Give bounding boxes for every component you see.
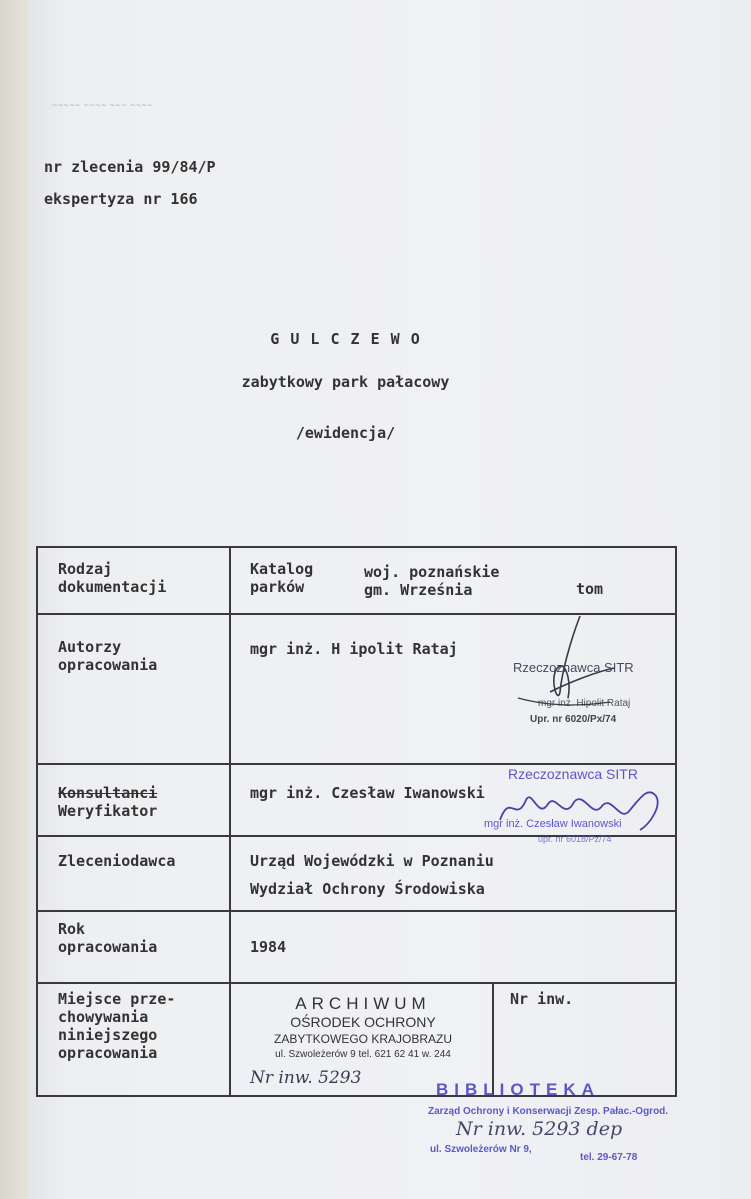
signature-iwanowski [490,780,680,840]
library-handwritten-number: Nr inw. 5293 dep [456,1118,623,1140]
value-year: 1984 [250,938,287,956]
library-stamp-phone: tel. 29-67-78 [580,1152,638,1163]
value-author: mgr inż. H ipolit Rataj [250,640,458,658]
sitr-stamp-title-2: Rzeczoznawca SITR [508,766,638,782]
sitr-stamp-number-1: Upr. nr 6020/Px/74 [530,714,617,725]
library-stamp-address: ul. Szwoleżerów Nr 9, [430,1144,532,1155]
value-client-line2: Wydział Ochrony Środowiska [250,880,485,898]
label-storage-place: Miejsce prze- chowywania niniejszego opracowania [58,990,176,1062]
document-subject: zabytkowy park pałacowy [241,373,450,391]
label-document-type: Rodzaj dokumentacji [58,560,167,596]
label-year: Rok opracowania [58,920,158,956]
archive-stamp-address: ul. Szwoleżerów 9 tel. 621 62 41 w. 244 [275,1049,451,1060]
expertise-number: ekspertyza nr 166 [44,190,198,208]
label-verifier: Weryfikator [58,802,158,820]
sitr-stamp-name-1: mgr inż. Hipolit Rataj [538,698,631,709]
library-stamp-line1: Zarząd Ochrony i Konserwacji Zesp. Pałac.-Ogrod. [428,1106,669,1117]
document-title: G U L C Z E W O [270,330,421,348]
sitr-stamp-number-2: upr. nr 6018/Pz/74 [538,834,612,844]
value-client-line1: Urząd Wojewódzki w Poznaniu [250,852,494,870]
archive-stamp-line2: ZABYTKOWEGO KRAJOBRAZU [273,1032,453,1046]
sitr-stamp-title-1: Rzeczoznawca SITR [513,660,634,675]
value-verifier: mgr inż. Czesław Iwanowski [250,784,485,802]
value-catalog: Katalog parków [250,560,314,596]
binding-strip [0,0,29,1199]
faint-stamp-mark: ~~~~~ ~~~~ ~~~ ~~~~ [52,100,154,110]
archive-stamp-line1: OŚRODEK OCHRONY [290,1014,436,1030]
order-number: nr zlecenia 99/84/P [44,158,216,176]
label-inventory-number: Nr inw. [510,990,574,1008]
value-region: woj. poznańskie gm. Września [364,563,500,599]
label-consultants-struck: Konsultanci [58,784,158,802]
sitr-stamp-name-2: mgr inż. Czesław Iwanowski [484,818,622,830]
document-type: /ewidencja/ [295,424,396,442]
signature-rataj [510,612,620,712]
value-volume: tom [576,580,604,598]
label-client: Zleceniodawca [58,852,176,870]
library-stamp-title: BIBLIOTEKA [436,1080,600,1099]
label-authors: Autorzy opracowania [58,638,158,674]
archive-stamp-title: ARCHIWUM [295,994,431,1013]
archive-handwritten-number: Nr inw. 5293 [250,1068,362,1088]
